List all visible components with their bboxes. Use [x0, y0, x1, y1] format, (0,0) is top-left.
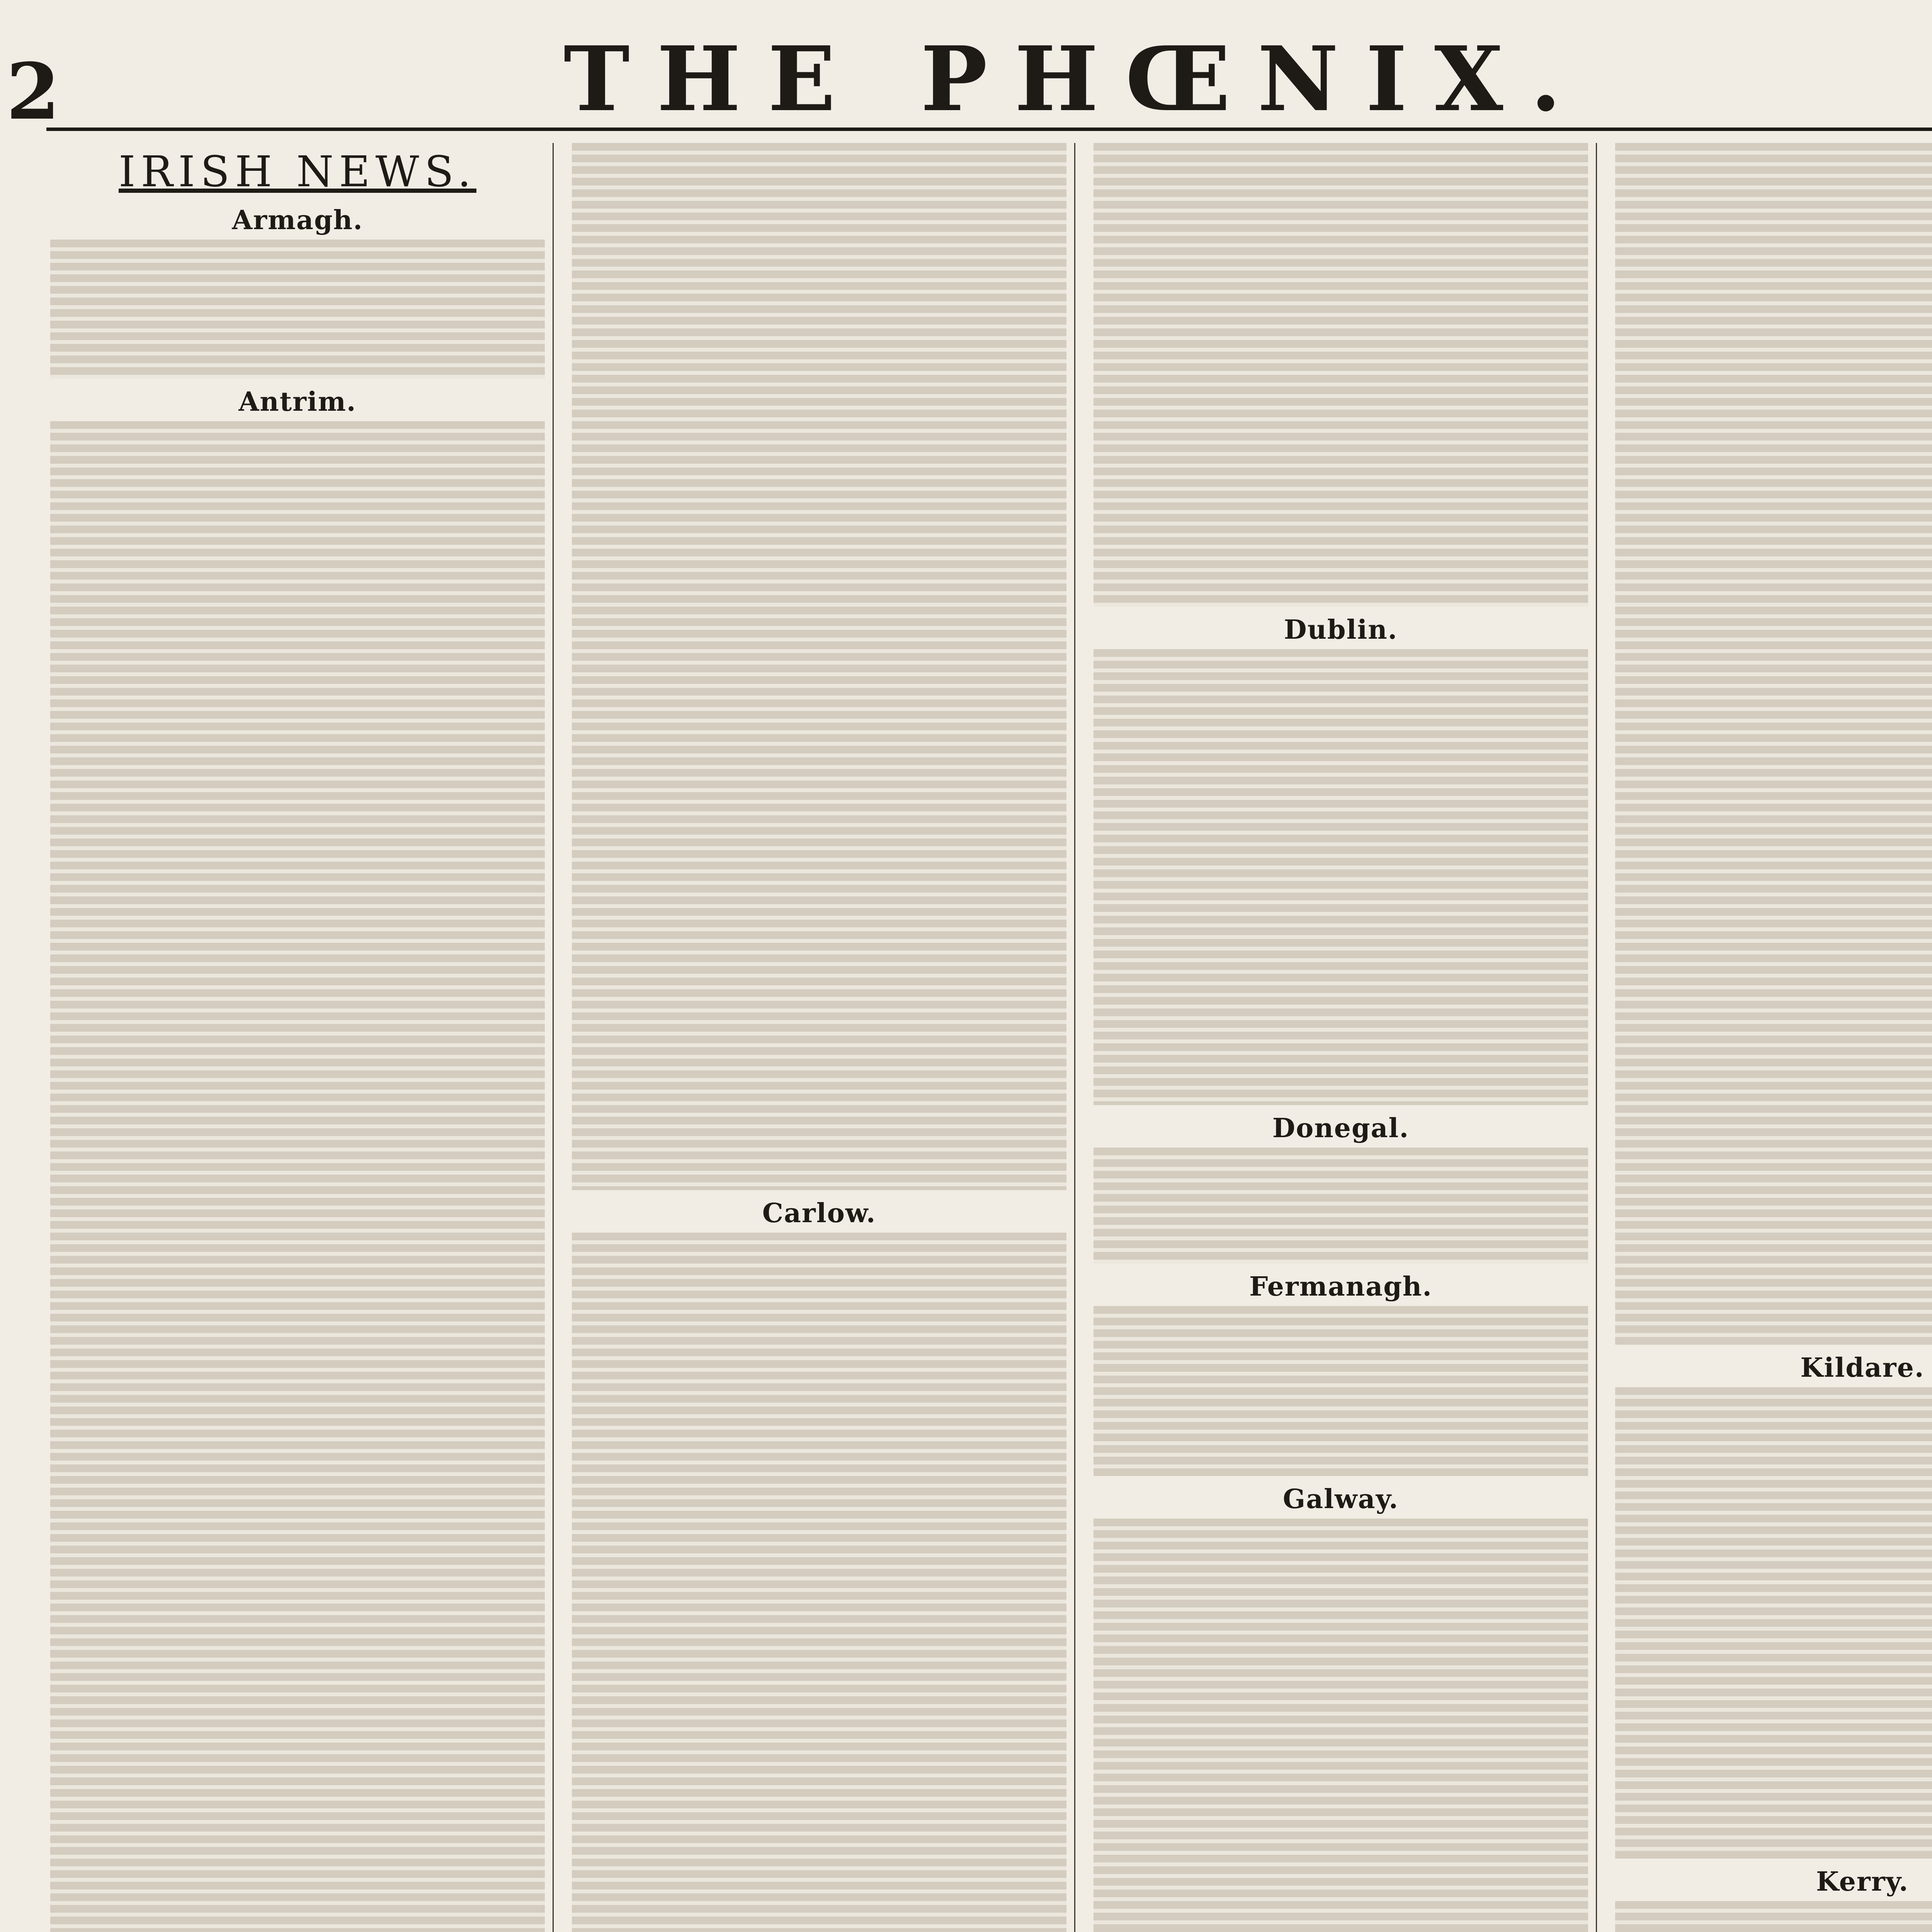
heading-kerry: Kerry.: [1816, 1866, 1909, 1897]
masthead-rule: [46, 128, 1932, 131]
masthead: THE PHŒNIX.: [563, 27, 1588, 131]
heading-antrim: Antrim.: [238, 386, 357, 417]
column-1: [50, 139, 545, 1932]
section-header-irish-news: IRISH NEWS.: [119, 147, 476, 196]
article-body: [572, 143, 1066, 1190]
article-body: [1094, 649, 1588, 1105]
heading-galway: Galway.: [1283, 1484, 1399, 1515]
column-separator: [553, 143, 554, 1932]
article-body: [1094, 1519, 1588, 1932]
article-body: [50, 421, 545, 1932]
column-4: [1615, 139, 1932, 1932]
article-body: [1094, 143, 1588, 607]
heading-donegal: Donegal.: [1272, 1113, 1410, 1144]
article-body: [572, 1233, 1066, 1932]
column-separator: [1596, 143, 1597, 1932]
article-body: [50, 240, 545, 379]
column-3: [1094, 139, 1588, 1932]
article-body: [1615, 1901, 1932, 1932]
page-number: 2: [6, 46, 60, 137]
heading-fermanagh: Fermanagh.: [1249, 1271, 1432, 1302]
column-separator: [1074, 143, 1075, 1932]
heading-armagh: Armagh.: [232, 205, 363, 236]
article-body: [1615, 1387, 1932, 1859]
article-body: [1615, 143, 1932, 1345]
article-body: [1094, 1306, 1588, 1476]
article-body: [1094, 1148, 1588, 1264]
heading-dublin: Dublin.: [1284, 614, 1398, 645]
column-2: [572, 139, 1066, 1932]
heading-carlow: Carlow.: [762, 1198, 876, 1229]
heading-kildare: Kildare.: [1800, 1352, 1925, 1383]
